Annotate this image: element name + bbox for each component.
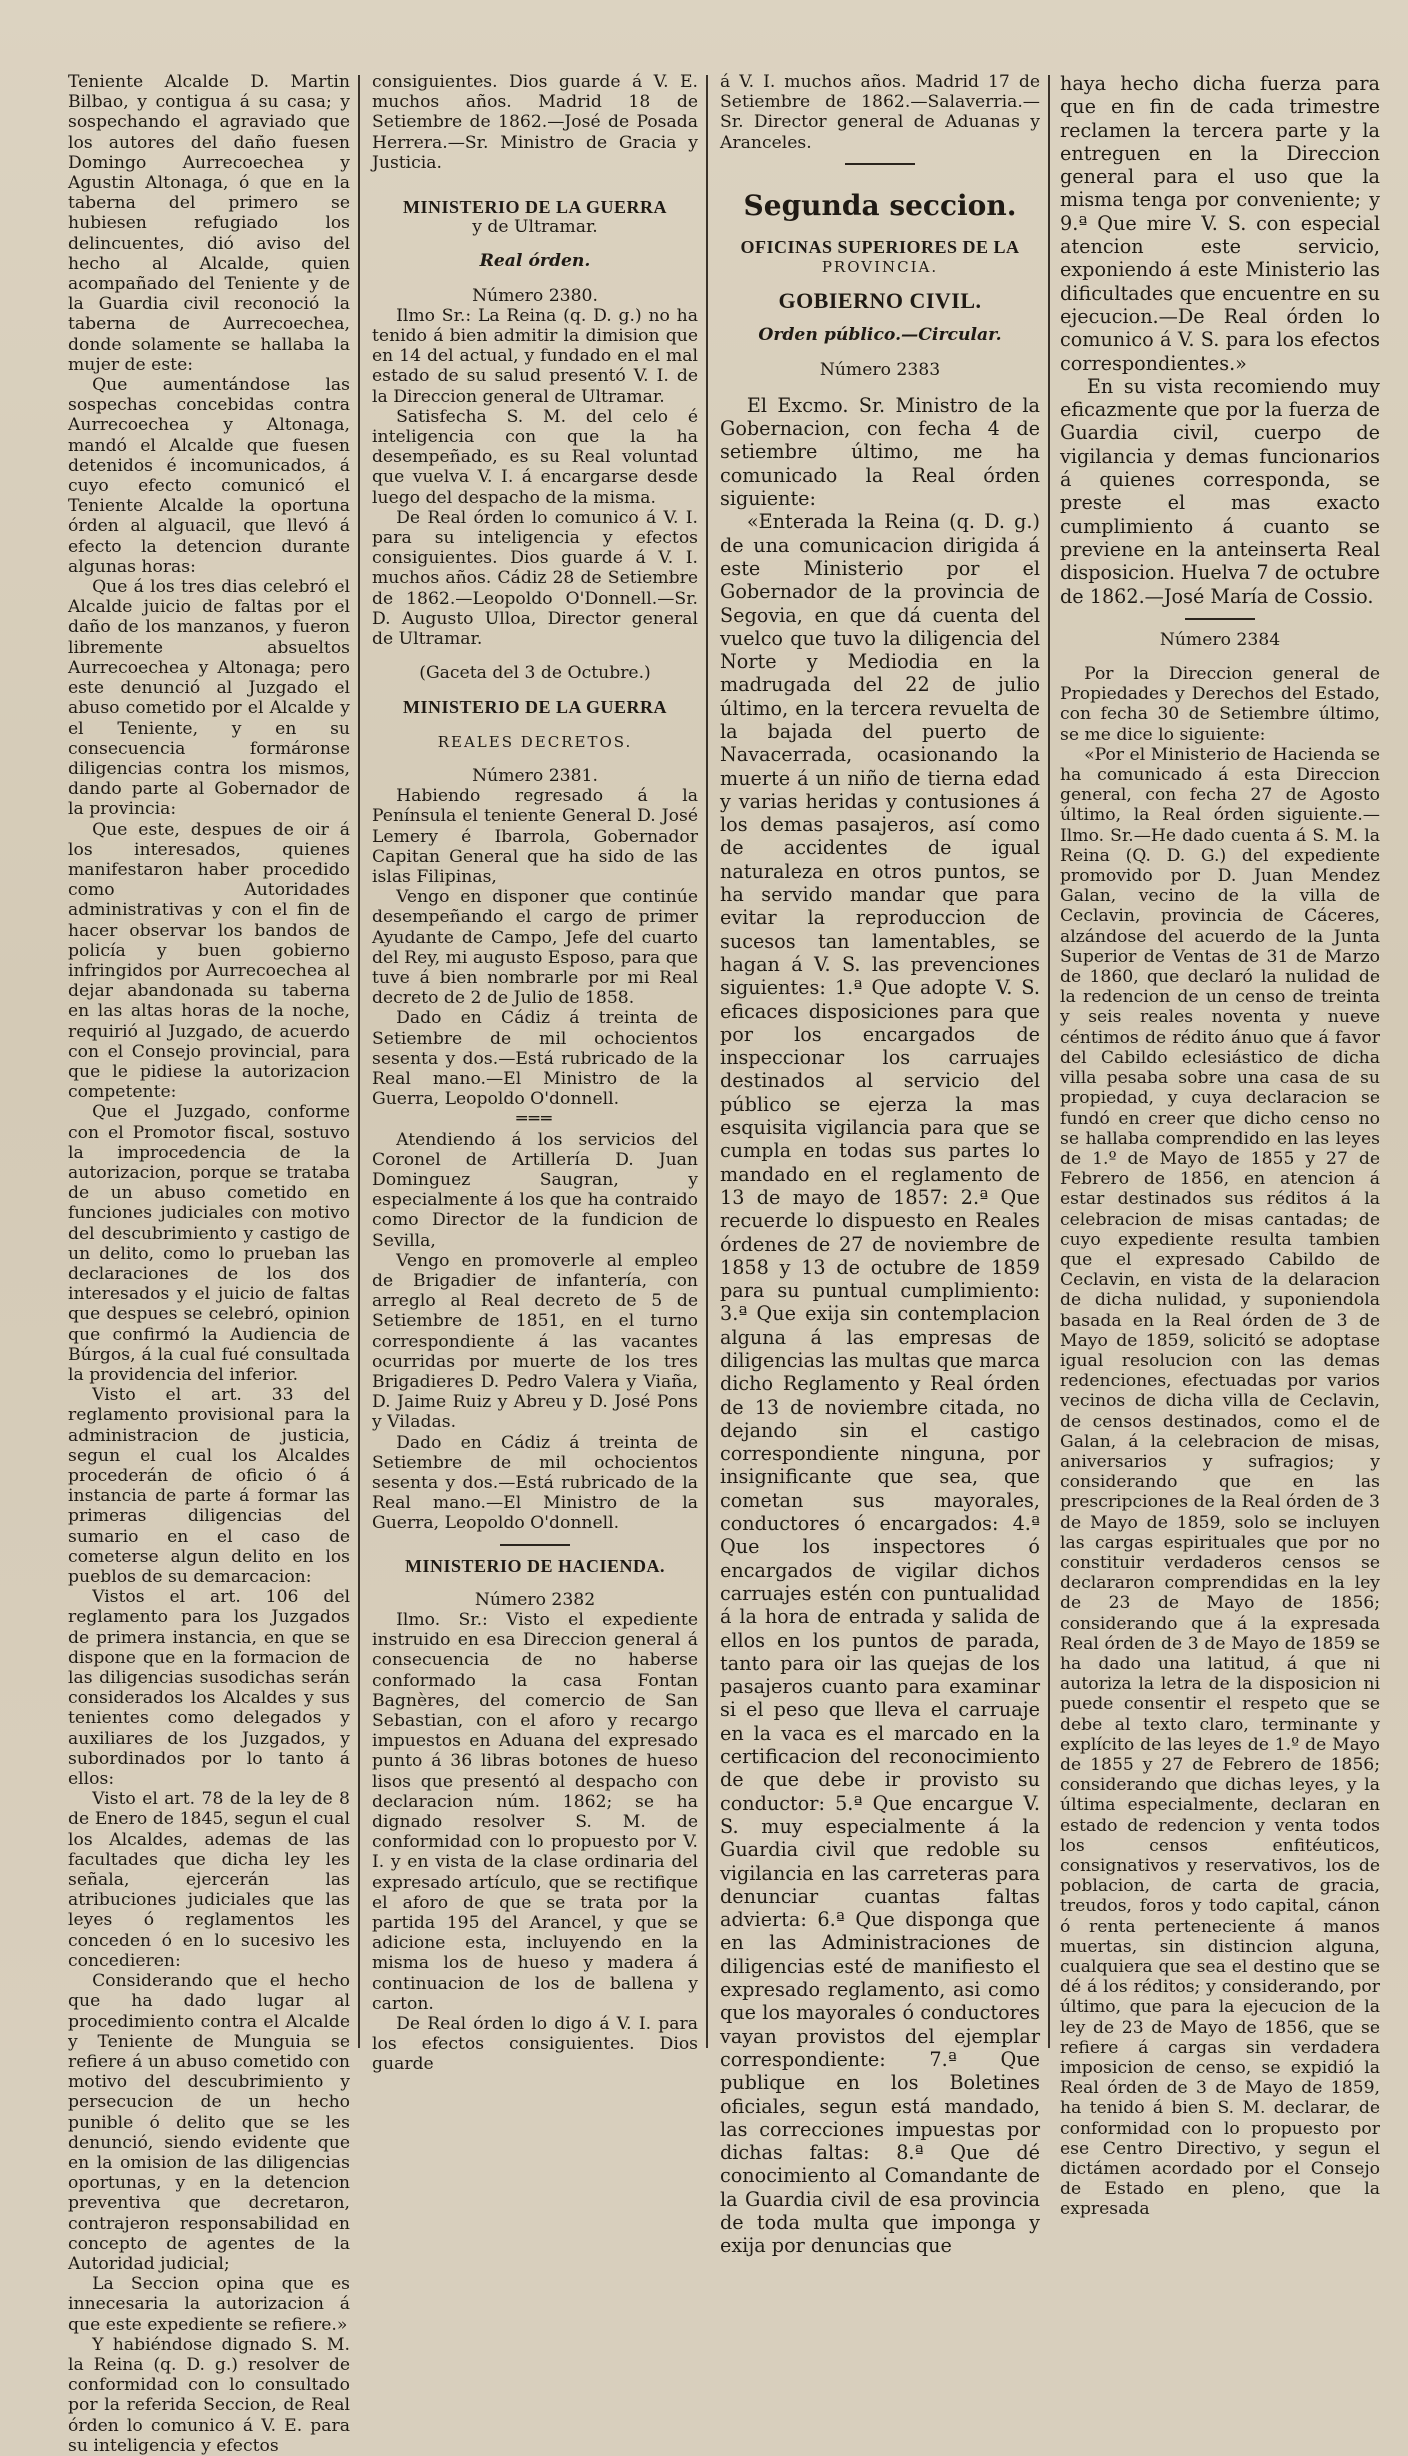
divider [1185, 618, 1255, 620]
paragraph: Visto el art. 78 de la ley de 8 de Enero de 1845, segun el cual los Alcaldes, ademas de las facultades que dicha ley les señala, ejercerán las atribuciones judiciales que las leyes ó reglamentos les conceden ó en lo sucesivo les concedieren: [68, 1789, 350, 1971]
paragraph: Visto el art. 33 del reglamento provisional para la administracion de justicia, segun el cual los Alcaldes procederán de oficio ó á instancia de parte á formar las primeras diligencias del sumario en el caso de cometerse algun delito en los pueblos de su demarcacion: [68, 1385, 350, 1588]
section-subheading: y de Ultramar. [472, 217, 598, 238]
divider: ═══ [516, 1109, 554, 1130]
paragraph: haya hecho dicha fuerza para que en fin de cada trimestre reclamen la tercera parte y la entreguen en la Direccion general para el uso que la misma tenga por conveniente; y 9.ª Que mire V. S. con especial atencion este servicio, exponiendo á este Ministerio las dificultades que encuentre en su ejecucion.—De Real órden lo comunico á V. S. para los efectos correspondientes.» [1060, 72, 1380, 375]
paragraph: Vengo en promoverle al empleo de Brigadier de infantería, con arreglo al Real decreto de 5 de Setiembre de 1851, en el turno correspondiente á las vacantes ocurridas por muerte de los tres Brigadieres D. Pedro Valera y Viaña, D. Jaime Ruiz y Abreu y D. José Pons y Viladas. [372, 1250, 698, 1433]
paragraph: De Real órden lo digo á V. I. para los efectos consiguientes. Dios guarde [372, 2014, 698, 2075]
column-rule [706, 75, 708, 2048]
section-heading: MINISTERIO DE HACIENDA. [404, 1555, 666, 1576]
paragraph: Considerando que el hecho que ha dado lugar al procedimiento contra el Alcalde y Teniente de Munguia se refiere á un abuso cometido con motivo del descubrimiento y persecucion de un hecho punible ó delito que se les denunció, siendo evidente que en la omision de las diligencias oportunas, y en la detencion preventiva que decretaron, contrajeron responsabilidad en concepto de agentes de la Autoridad judicial; [68, 1971, 350, 2274]
item-number: Número 2381. [472, 765, 598, 786]
column-4 [1060, 72, 1380, 2220]
section-subheading: PROVINCIA. [821, 258, 939, 277]
subheading: Real órden. [479, 251, 591, 272]
paragraph: Atendiendo á los servicios del Coronel de Artillería D. Juan Dominguez Saugran, y especialmente á los que ha contraido como Director de la fundicion de Sevilla, [372, 1129, 698, 1251]
paragraph: «Por el Ministerio de Hacienda se ha comunicado á esta Direccion general, con fecha 27 de Agosto último, la Real órden siguiente.—Ilmo. Sr.—He dado cuenta á S. M. la Reina (Q. D. G.) del expediente promovido por D. Juan Mendez Galan, vecino de la villa de Ceclavin, provincia de Cáceres, alzándose del acuerdo de la Junta Superior de Ventas de 31 de Marzo de 1860, que declaró la nulidad de la redencion de un censo de treinta y seis reales noventa y nueve céntimos de rédito ánuo que á favor del Cabildo eclesiástico de dicha villa pesaba sobre una casa de su propiedad, y cuya declaracion se fundó en creer que dicho censo no se hallaba comprendido en las leyes de 1.º de Mayo de 1855 y 27 de Febrero de 1856, en atencion á estar destinados sus réditos á la celebracion de misas cantadas; de cuyo expediente resulta tambien que el expresado Cabildo de Ceclavin, en vista de la delaracion de dicha nulidad, y suponiendola basada en la Real órden de 3 de Mayo de 1859, solicitó se adoptase igual resolucion con las demas redenciones, efectuadas por varios vecinos de dicha villa de Ceclavin, de censos destinados, como el de Galan, á la celebracion de misas, aniversarios y sufragios; y considerando que en las prescripciones de la Real órden de 3 de Mayo de 1859, solo se incluyen las cargas espirituales que por no constituir verdaderos censos se declararon comprendidas en la ley de 23 de Mayo de 1856; considerando que á la expresada Real órden de 3 de Mayo de 1859 se ha dado una latitud, á que ni autoriza la letra de la disposicion ni puede consentir el respeto que se debe al texto claro, terminante y explícito de las leyes de 1.º de Mayo de 1855 y 27 de Febrero de 1856; considerando que dichas leyes, y la última especialmente, declaran en estado de redencion y venta todos los censos enfitéuticos, consignativos y reservativos, los de poblacion, de carta de gracia, treudos, foros y todo capital, cánon ó renta perteneciente á manos muertas, sin distincion alguna, cualquiera que sea el destino que se dé á los réditos; y considerando, por último, que para la ejecucion de la ley de 23 de Mayo de 1856, que se refiere á cargas sin verdadera imposicion de censo, se expidió la Real órden de 3 de Mayo de 1859, ha tenido á bien S. M. declarar, de conformidad con lo propuesto por ese Centro Directivo, y segun el dictámen acordado por el Consejo de Estado en pleno, que la expresada [1060, 744, 1380, 2220]
paragraph: Que aumentándose las sospechas concebidas contra Aurrecoechea y Altonaga, mandó el Alcalde que fuesen detenidos é incomunicados, á cuyo efecto comunicó el Teniente Alcalde la oportuna órden al alguacil, que llevó á efecto la detencion durante algunas horas: [68, 375, 350, 577]
paragraph: En su vista recomiendo muy eficazmente que por la fuerza de Guardia civil, cuerpo de vigilancia y demas funcionarios á quienes corresponda, se preste el mas exacto cumplimiento á cuanto se previene en la anteinserta Real disposicion. Huelva 7 de octubre de 1862.—José María de Cossio. [1060, 374, 1380, 608]
item-number: Número 2382 [474, 1589, 596, 1610]
paragraph: «Enterada la Reina (q. D. g.) de una comunicacion dirigida á este Ministerio por el Gobernador de la provincia de Segovia, en que dá cuenta del vuelco que tuvo la diligencia del Norte y Mediodia en la madrugada del 22 de julio último, en la tercera revuelta de la bajada del puerto de Navacerrada, ocasionando la muerte á un niño de tierna edad y varias heridas y contusiones á los demas pasajeros, así como de accidentes de igual naturaleza en otros puntos, se ha servido mandar que para evitar la reproduccion de sucesos tan lamentables, se hagan á V. S. las prevenciones siguientes: 1.ª Que adopte V. S. eficaces disposiciones para que por los encargados de inspeccionar los carruajes destinados al servicio del público se ejerza la mas esquisita vigilancia para que se cumpla en todas sus partes lo mandado en el reglamento de 13 de mayo de 1857: 2.ª Que recuerde lo dispuesto en Reales órdenes de 27 de noviembre de 1858 y 13 de octubre de 1859 para su puntual cumplimiento: 3.ª Que exija sin contemplacion alguna á las empresas de diligencias las multas que marca dicho Reglamento y Real órden de 13 de noviembre citada, no dejando sin el castigo correspondiente ninguna, por insignificante que sea, que cometan sus mayorales, conductores ó encargados: 4.ª Que los inspectores ó encargados de vigilar dichos carruajes estén con puntualidad á la hora de entrada y salida de ellos en los puntos de parada, tanto para oir las quejas de los pasajeros cuanto para examinar si el peso que lleva el carruaje en la vaca es el marcado en la certificacion del reconocimiento de que debe ir provisto su conductor: 5.ª Que encargue V. S. muy especialmente á la Guardia civil que redoble su vigilancia en las carreteras para denunciar cuantas faltas advierta: 6.ª Que disponga que en las Administraciones de diligencias esté de manifiesto el expresado reglamento, asi como que los mayorales ó conductores vayan provistos del ejemplar correspondiente: 7.ª Que publique en los Boletines oficiales, segun está mandado, las correcciones impuestas por dichas faltas: 8.ª Que dé conocimiento al Comandante de la Guardia civil de esa provincia de toda multa que imponga y exija por denuncias que [720, 510, 1040, 2258]
column-1 [68, 72, 350, 2456]
paragraph: Dado en Cádiz á treinta de Setiembre de mil ochocientos sesenta y dos.—Está rubricado de la Real mano.—El Ministro de la Guerra, Leopoldo O'donnell. [372, 1008, 698, 1110]
paragraph: Ilmo. Sr.: Visto el expediente instruido en esa Direccion general á consecuencia de no haberse conformado la casa Fontan Bagnères, del comercio de San Sebastian, con el aforo y recargo impuestos en Aduana del expresado punto á 36 libras botones de hueso lisos que presentó al despacho con declaracion núm. 1862; se ha dignado resolver S. M. de conformidad con lo propuesto por V. I. y en vista de la clase ordinaria del expresado artículo, que se rectifique el aforo de que se trata por la partida 195 del Arancel, y que se adicione esta, incluyendo en la misma los de hueso y madera á continuacion de los de ballena y carton. [372, 1610, 698, 2014]
column-rule [358, 75, 360, 2048]
paragraph: Y habiéndose dignado S. M. la Reina (q. D. g.) resolver de conformidad con lo consultado por la referida Seccion, de Real órden lo comunico á V. E. para su inteligencia y efectos [68, 2334, 350, 2456]
divider [845, 163, 915, 165]
paragraph: Que á los tres dias celebró el Alcalde juicio de faltas por el daño de los manzanos, y fueron libremente absueltos Aurrecoechea y Altonaga; pero este denunció al Juzgado el abuso cometido por el Alcalde y el Teniente, y en su consecuencia formáronse diligencias contra los mismos, dando parte al Gobernador de la provincia: [68, 577, 350, 820]
item-number: Número 2383 [819, 359, 941, 380]
item-number: Número 2384 [1159, 629, 1281, 650]
paragraph: Habiendo regresado á la Península el teniente General D. José Lemery é Ibarrola, Gobernador Capitan General que ha sido de las islas Filipinas, [372, 786, 698, 887]
section-heading: MINISTERIO DE LA GUERRA [402, 697, 668, 718]
paragraph: De Real órden lo comunico á V. I. para su inteligencia y efectos consiguientes. Dios guarde á V. I. muchos años. Cádiz 28 de Setiembre de 1862.—Leopoldo O'Donnell.—Sr. D. Augusto Ulloa, Director general de Ultramar. [372, 507, 698, 650]
paragraph: Vengo en disponer que continúe desempeñando el cargo de primer Ayudante de Campo, Jefe del cuarto del Rey, mi augusto Esposo, para que tuve á bien nombrarle por mi Real decreto de 2 de Julio de 1858. [372, 887, 699, 1009]
paragraph: Satisfecha S. M. del celo é inteligencia con que la ha desempeñado, es su Real voluntad que vuelva V. I. á encargarse desde luego del despacho de la misma. [372, 406, 698, 508]
subheading: Orden público.—Circular. [758, 325, 1002, 346]
paragraph: Dado en Cádiz á treinta de Setiembre de mil ochocientos sesenta y dos.—Está rubricado de la Real mano.—El Ministro de la Guerra, Leopoldo O'donnell. [372, 1432, 698, 1534]
section-heading: OFICINAS SUPERIORES DE LA [740, 236, 1020, 257]
item-number: Número 2380. [472, 285, 598, 306]
column-3 [720, 72, 1040, 2258]
paragraph: Teniente Alcalde D. Martin Bilbao, y contigua á su casa; y sospechando el agraviado que los autores del daño fuesen Domingo Aurrecoechea y Agustin Altonaga, ó que en la taberna del primero se hubiesen refugiado los delincuentes, dió aviso del hecho al Alcalde, quien acompañado del Teniente y de la Guardia civil reconoció la taberna de Aurrecoechea, donde solamente se hallaba la mujer de este: [68, 72, 350, 375]
section-title: Segunda seccion. [743, 188, 1017, 222]
column-rule [1048, 75, 1050, 2048]
paragraph: á V. I. muchos años. Madrid 17 de Setiembre de 1862.—Salaverria.—Sr. Director general de Aduanas y Aranceles. [720, 72, 1040, 153]
paragraph: Que el Juzgado, conforme con el Promotor fiscal, sostuvo la improcedencia de la autorizacion, porque se trataba de un abuso cometido en funciones judiciales con motivo del descubrimiento y castigo de un delito, como lo prueban las declaraciones de los dos interesados y el juicio de faltas que despues se celebró, opinion que confirmó la Audiencia de Búrgos, á la cual fué consultada la providencia del inferior. [68, 1102, 350, 1385]
paragraph: consiguientes. Dios guarde á V. E. muchos años. Madrid 18 de Setiembre de 1862.—José de Posada Herrera.—Sr. Ministro de Gracia y Justicia. [372, 72, 698, 173]
paragraph: La Seccion opina que es innecesaria la autorizacion á que este expediente se refiere.» [68, 2274, 350, 2335]
paragraph: Por la Direccion general de Propiedades y Derechos del Estado, con fecha 30 de Setiembre último, se me dice lo siguiente: [1060, 664, 1380, 745]
section-heading: GOBIERNO CIVIL. [778, 288, 982, 314]
source-note: (Gaceta del 3 de Octubre.) [419, 663, 651, 684]
divider [500, 1544, 570, 1546]
paragraph: Que este, despues de oir á los interesados, quienes manifestaron haber procedido como Autoridades administrativas y con el fin de hacer observar los bandos de policía y buen gobierno infringidos por Aurrecoechea al dejar abandonada su taberna en las altas horas de la noche, requirió al Juzgado, de acuerdo con el Consejo provincial, para que le pidiese la autorizacion competente: [68, 819, 350, 1103]
paragraph: El Excmo. Sr. Ministro de la Gobernacion, con fecha 4 de setiembre último, me ha comunicado la Real órden siguiente: [720, 393, 1040, 511]
paragraph: Vistos el art. 106 del reglamento para los Juzgados de primera instancia, en que se dispone que en la formacion de las diligencias susodichas serán considerados los Alcaldes y sus tenientes como delegados y auxiliares de los Juzgados, y subordinados por lo tanto á ellos: [68, 1587, 350, 1790]
column-2 [372, 72, 699, 2075]
subheading: REALES DECRETOS. [437, 732, 633, 751]
paragraph: Ilmo Sr.: La Reina (q. D. g.) no ha tenido á bien admitir la dimision que en 14 del actual, y fundado en el mal estado de su salud presentó V. I. de la Direccion general de Ultramar. [372, 305, 698, 407]
section-heading: MINISTERIO DE LA GUERRA [402, 197, 668, 218]
